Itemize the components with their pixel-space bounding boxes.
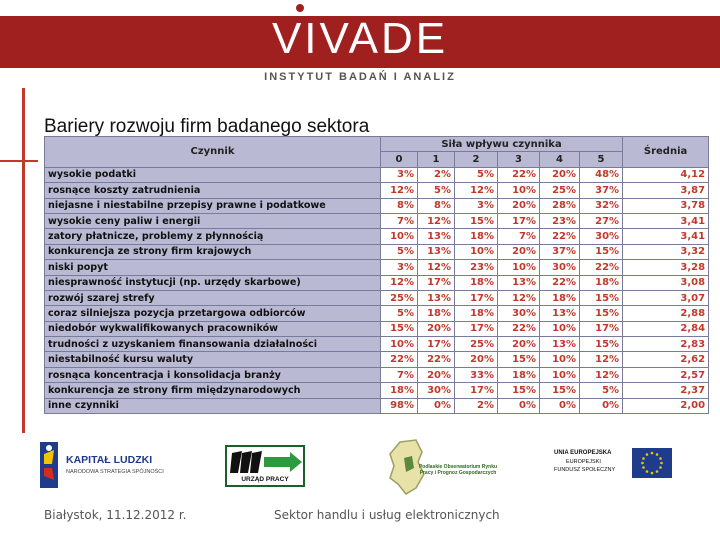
factor-name: niestabilność kursu waluty xyxy=(45,352,381,367)
scale-5: 5 xyxy=(580,152,623,167)
impact-value-2: 17% xyxy=(455,321,498,336)
header-impact-strength: Siła wpływu czynnika xyxy=(381,137,623,152)
impact-value-3: 18% xyxy=(498,367,540,382)
logo-dot xyxy=(296,4,304,12)
impact-value-1: 30% xyxy=(418,383,455,398)
impact-value-3: 20% xyxy=(498,198,540,213)
average-value: 2,57 xyxy=(623,367,709,382)
factor-name: niesprawność instytucji (np. urzędy skarbowe) xyxy=(45,275,381,290)
table-row xyxy=(45,183,709,198)
impact-value-0: 22% xyxy=(381,352,418,367)
average-value: 2,84 xyxy=(623,321,709,336)
impact-value-0: 7% xyxy=(381,213,418,228)
scale-1: 1 xyxy=(418,152,455,167)
header-average: Średnia xyxy=(623,137,709,168)
vivade-logo: VIVADE xyxy=(271,14,449,63)
impact-value-4: 37% xyxy=(540,244,580,259)
impact-value-4: 13% xyxy=(540,306,580,321)
impact-value-5: 18% xyxy=(580,275,623,290)
impact-value-4: 10% xyxy=(540,352,580,367)
impact-value-1: 22% xyxy=(418,352,455,367)
impact-value-4: 20% xyxy=(540,167,580,182)
impact-value-4: 10% xyxy=(540,321,580,336)
factor-name: wysokie podatki xyxy=(45,167,381,182)
impact-value-4: 10% xyxy=(540,367,580,382)
impact-value-5: 17% xyxy=(580,321,623,336)
impact-value-3: 20% xyxy=(498,244,540,259)
table-row xyxy=(45,306,709,321)
impact-value-3: 22% xyxy=(498,321,540,336)
impact-value-3: 0% xyxy=(498,398,540,413)
average-value: 3,41 xyxy=(623,213,709,228)
impact-value-0: 15% xyxy=(381,321,418,336)
impact-value-5: 27% xyxy=(580,213,623,228)
factor-name: rosnące koszty zatrudnienia xyxy=(45,183,381,198)
decor-horizontal-line xyxy=(0,160,38,162)
impact-value-1: 18% xyxy=(418,306,455,321)
impact-value-1: 13% xyxy=(418,229,455,244)
factor-name: rozwój szarej strefy xyxy=(45,290,381,305)
eu-flag-icon xyxy=(632,448,672,478)
table-row xyxy=(45,383,709,398)
impact-value-5: 15% xyxy=(580,337,623,352)
table-row xyxy=(45,167,709,182)
impact-value-5: 30% xyxy=(580,229,623,244)
impact-value-2: 17% xyxy=(455,290,498,305)
impact-value-2: 12% xyxy=(455,183,498,198)
average-value: 3,32 xyxy=(623,244,709,259)
impact-value-4: 13% xyxy=(540,337,580,352)
impact-value-5: 15% xyxy=(580,290,623,305)
impact-value-1: 17% xyxy=(418,337,455,352)
impact-value-5: 5% xyxy=(580,383,623,398)
table-row xyxy=(45,275,709,290)
average-value: 4,12 xyxy=(623,167,709,182)
impact-value-0: 12% xyxy=(381,275,418,290)
table-row xyxy=(45,321,709,336)
impact-value-2: 23% xyxy=(455,260,498,275)
factor-name: niedobór wykwalifikowanych pracowników xyxy=(45,321,381,336)
eu-logo xyxy=(544,442,676,488)
factor-name: konkurencja ze strony firm krajowych xyxy=(45,244,381,259)
kapital-ludzki-sub: NARODOWA STRATEGIA SPÓJNOŚCI xyxy=(66,469,164,475)
impact-value-4: 15% xyxy=(540,383,580,398)
scale-0: 0 xyxy=(381,152,418,167)
obserwatorium-logo xyxy=(386,438,502,496)
impact-value-4: 25% xyxy=(540,183,580,198)
average-value: 3,07 xyxy=(623,290,709,305)
impact-value-2: 3% xyxy=(455,198,498,213)
impact-value-0: 3% xyxy=(381,260,418,275)
impact-value-0: 5% xyxy=(381,306,418,321)
impact-value-2: 2% xyxy=(455,398,498,413)
average-value: 3,78 xyxy=(623,198,709,213)
average-value: 2,88 xyxy=(623,306,709,321)
table-row xyxy=(45,290,709,305)
impact-value-1: 8% xyxy=(418,198,455,213)
impact-value-1: 13% xyxy=(418,244,455,259)
obserwatorium-label: Podlaskie Obserwatorium Rynku Pracy i Prognoz Gospodarczych xyxy=(418,464,498,476)
impact-value-2: 33% xyxy=(455,367,498,382)
impact-value-0: 8% xyxy=(381,198,418,213)
decor-vertical-line xyxy=(22,88,25,433)
header xyxy=(0,0,720,88)
impact-value-3: 10% xyxy=(498,260,540,275)
average-value: 2,37 xyxy=(623,383,709,398)
scale-3: 3 xyxy=(498,152,540,167)
factor-name: inne czynniki xyxy=(45,398,381,413)
impact-value-5: 12% xyxy=(580,367,623,382)
urzad-pracy-logo xyxy=(225,445,305,487)
impact-value-3: 12% xyxy=(498,290,540,305)
impact-value-5: 12% xyxy=(580,352,623,367)
impact-value-0: 3% xyxy=(381,167,418,182)
impact-value-3: 10% xyxy=(498,183,540,198)
average-value: 3,28 xyxy=(623,260,709,275)
impact-value-2: 25% xyxy=(455,337,498,352)
factor-name: konkurencja ze strony firm międzynarodowych xyxy=(45,383,381,398)
slide-title: Bariery rozwoju firm badanego sektora xyxy=(44,116,370,137)
impact-value-2: 18% xyxy=(455,275,498,290)
factor-name: rosnąca koncentracja i konsolidacja branży xyxy=(45,367,381,382)
impact-value-2: 5% xyxy=(455,167,498,182)
table-row xyxy=(45,260,709,275)
average-value: 3,41 xyxy=(623,229,709,244)
impact-value-4: 18% xyxy=(540,290,580,305)
eu-sub2: FUNDUSZ SPOŁECZNY xyxy=(554,467,616,473)
impact-value-2: 15% xyxy=(455,213,498,228)
impact-value-0: 10% xyxy=(381,229,418,244)
factor-name: wysokie ceny paliw i energii xyxy=(45,213,381,228)
kapital-ludzki-label: KAPITAŁ LUDZKI xyxy=(66,454,153,466)
impact-value-1: 2% xyxy=(418,167,455,182)
impact-value-0: 12% xyxy=(381,183,418,198)
scale-2: 2 xyxy=(455,152,498,167)
impact-value-3: 7% xyxy=(498,229,540,244)
average-value: 2,00 xyxy=(623,398,709,413)
impact-value-5: 15% xyxy=(580,306,623,321)
impact-value-5: 0% xyxy=(580,398,623,413)
barriers-table xyxy=(44,136,709,414)
factor-name: niejasne i niestabilne przepisy prawne i podatkowe xyxy=(45,198,381,213)
impact-value-3: 13% xyxy=(498,275,540,290)
impact-value-1: 0% xyxy=(418,398,455,413)
impact-value-5: 32% xyxy=(580,198,623,213)
average-value: 2,83 xyxy=(623,337,709,352)
impact-value-3: 17% xyxy=(498,213,540,228)
header-subtitle: INSTYTUT BADAŃ I ANALIZ xyxy=(264,71,456,83)
table-row xyxy=(45,337,709,352)
table-row xyxy=(45,398,709,413)
factor-name: trudności z uzyskaniem finansowania działalności xyxy=(45,337,381,352)
table-row xyxy=(45,229,709,244)
impact-value-3: 15% xyxy=(498,352,540,367)
impact-value-4: 22% xyxy=(540,275,580,290)
impact-value-4: 23% xyxy=(540,213,580,228)
impact-value-0: 18% xyxy=(381,383,418,398)
impact-value-1: 20% xyxy=(418,367,455,382)
average-value: 2,62 xyxy=(623,352,709,367)
impact-value-3: 30% xyxy=(498,306,540,321)
impact-value-5: 15% xyxy=(580,244,623,259)
average-value: 3,87 xyxy=(623,183,709,198)
impact-value-1: 13% xyxy=(418,290,455,305)
table-body xyxy=(45,167,709,413)
impact-value-2: 10% xyxy=(455,244,498,259)
impact-value-4: 0% xyxy=(540,398,580,413)
barriers-table-container xyxy=(44,136,708,421)
impact-value-2: 20% xyxy=(455,352,498,367)
table-row xyxy=(45,352,709,367)
impact-value-4: 30% xyxy=(540,260,580,275)
impact-value-0: 10% xyxy=(381,337,418,352)
impact-value-0: 25% xyxy=(381,290,418,305)
eu-title: UNIA EUROPEJSKA xyxy=(554,450,612,456)
impact-value-3: 22% xyxy=(498,167,540,182)
table-row xyxy=(45,367,709,382)
impact-value-2: 17% xyxy=(455,383,498,398)
header-factor: Czynnik xyxy=(45,137,381,168)
impact-value-2: 18% xyxy=(455,306,498,321)
impact-value-3: 15% xyxy=(498,383,540,398)
impact-value-4: 22% xyxy=(540,229,580,244)
impact-value-0: 5% xyxy=(381,244,418,259)
table-row xyxy=(45,244,709,259)
factor-name: zatory płatnicze, problemy z płynnością xyxy=(45,229,381,244)
average-value: 3,08 xyxy=(623,275,709,290)
impact-value-5: 48% xyxy=(580,167,623,182)
table-row xyxy=(45,213,709,228)
impact-value-3: 20% xyxy=(498,337,540,352)
scale-4: 4 xyxy=(540,152,580,167)
impact-value-0: 98% xyxy=(381,398,418,413)
eu-sub1: EUROPEJSKI xyxy=(566,459,601,465)
impact-value-5: 37% xyxy=(580,183,623,198)
urzad-pracy-arrow-icon xyxy=(228,449,304,475)
impact-value-1: 20% xyxy=(418,321,455,336)
table-row xyxy=(45,198,709,213)
impact-value-1: 12% xyxy=(418,213,455,228)
urzad-pracy-label: URZĄD PRACY xyxy=(241,476,289,483)
footer-sector: Sektor handlu i usług elektronicznych xyxy=(274,508,500,522)
impact-value-1: 5% xyxy=(418,183,455,198)
impact-value-2: 18% xyxy=(455,229,498,244)
factor-name: coraz silniejsza pozycja przetargowa odbiorców xyxy=(45,306,381,321)
impact-value-1: 12% xyxy=(418,260,455,275)
factor-name: niski popyt xyxy=(45,260,381,275)
impact-value-5: 22% xyxy=(580,260,623,275)
impact-value-1: 17% xyxy=(418,275,455,290)
kapital-ludzki-logo xyxy=(38,440,170,490)
impact-value-0: 7% xyxy=(381,367,418,382)
footer-date: Białystok, 11.12.2012 r. xyxy=(44,508,187,522)
impact-value-4: 28% xyxy=(540,198,580,213)
